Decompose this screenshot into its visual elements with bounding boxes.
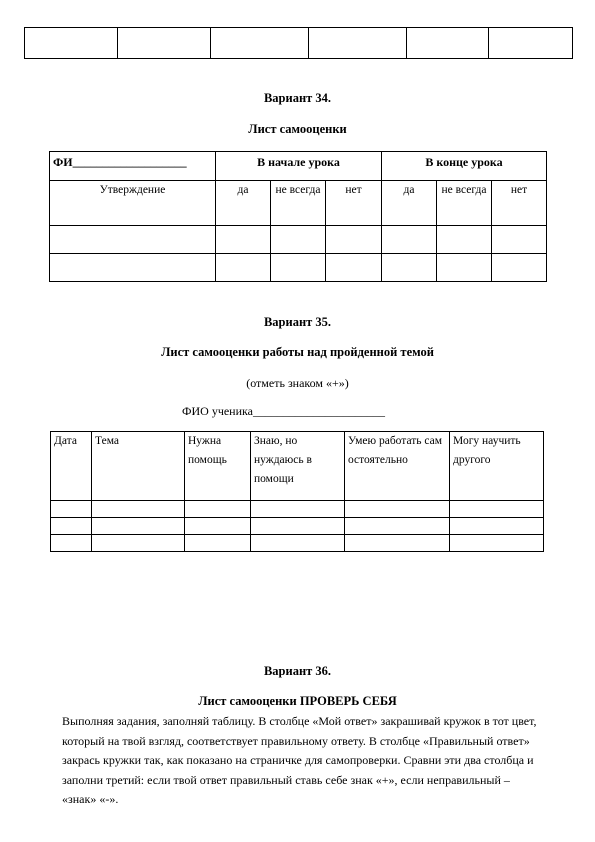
start-of-lesson-header: В начале урока (216, 152, 382, 181)
table-cell (407, 28, 489, 59)
table-row (51, 535, 544, 552)
variant-34-title: Вариант 34. (263, 91, 332, 105)
instruction-text: (отметь знаком «+») (246, 376, 349, 390)
table-row (51, 518, 544, 535)
column-header-need-help: Нужна помощь (185, 432, 251, 501)
table-cell (118, 28, 211, 59)
instructions-paragraph: Выполняя задания, заполняй таблицу. В столбце «Мой ответ» закрашивай кружок в тот цвет, который на твой взгляд, соответствует правильному ответу. В столбце «Правильный ответ» закрась кружки так, как показано на страничке для самопроверки. Сравни эти два столбца и заполни третий: если твой ответ правильный ставь себе знак «+», если неправильный – «знак» «-». (62, 714, 537, 806)
table-row (50, 226, 547, 254)
table-row (51, 501, 544, 518)
table-row (50, 254, 547, 282)
variant-36-subtitle: Лист самооценки ПРОВЕРЬ СЕБЯ (198, 694, 397, 708)
column-header-work-independently: Умею работать самостоятельно (345, 432, 450, 501)
table-cell (25, 28, 118, 59)
yes-header: да (216, 181, 271, 226)
yes-header: да (382, 181, 437, 226)
variant-35-subtitle: Лист самооценки работы над пройденной темой (161, 345, 434, 359)
table-cell (489, 28, 573, 59)
topic-assessment-table-35 (50, 431, 544, 552)
no-header: нет (492, 181, 547, 226)
not-always-header: не всегда (437, 181, 492, 226)
no-header: нет (326, 181, 382, 226)
table-cell (309, 28, 407, 59)
variant-34-subtitle: Лист самооценки (248, 122, 347, 136)
table-cell (211, 28, 309, 59)
self-assessment-table-34 (49, 151, 547, 282)
column-header-know-need-help: Знаю, но нуждаюсь в помощи (251, 432, 345, 501)
not-always-header: не всегда (271, 181, 326, 226)
variant-36-title: Вариант 36. (263, 664, 332, 678)
top-partial-table (24, 27, 573, 59)
variant-35-title: Вариант 35. (263, 315, 332, 329)
end-of-lesson-header: В конце урока (382, 152, 547, 181)
column-header-topic: Тема (92, 432, 185, 501)
student-name-line: ФИО ученика______________________ (182, 404, 385, 418)
statement-header: Утверждение (50, 181, 216, 226)
column-header-can-teach: Могу научить другого (450, 432, 544, 501)
fi-label: ФИ___________________ (50, 152, 216, 181)
column-header-date: Дата (51, 432, 92, 501)
